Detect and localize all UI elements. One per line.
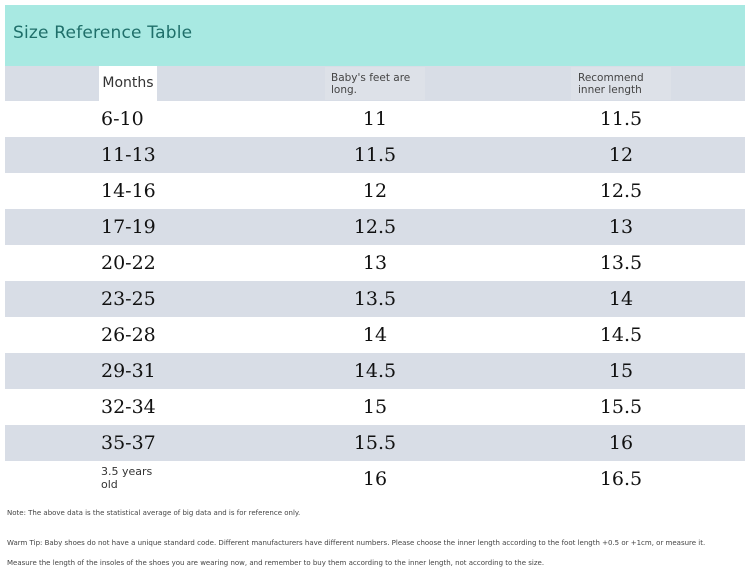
cell-inner-length: 16	[608, 432, 634, 454]
cell-inner-length: 12	[608, 144, 634, 166]
cell-feet-length: 12	[362, 180, 388, 202]
table-row	[5, 209, 745, 245]
cell-months: 6-10	[101, 108, 144, 130]
cell-months: 29-31	[101, 360, 156, 382]
cell-inner-length: 14	[608, 288, 634, 310]
measure-text: Measure the length of the insoles of the shoes you are wearing now, and remember to buy them according to the inner length, not according to the size.	[7, 559, 545, 567]
cell-months-line1: 3.5 years	[101, 465, 153, 478]
cell-inner-length: 12.5	[599, 180, 643, 202]
header-inner-line1: Recommend	[578, 72, 644, 84]
header-row	[5, 66, 745, 101]
cell-inner-length: 11.5	[599, 108, 643, 130]
header-inner-line2: inner length	[578, 84, 642, 96]
header-feet-length	[325, 67, 425, 100]
cell-months: 17-19	[101, 216, 156, 238]
title-bar	[5, 5, 745, 66]
table-row	[5, 353, 745, 389]
cell-months: 20-22	[101, 252, 156, 274]
cell-feet-length: 15	[362, 396, 388, 418]
header-feet-line2: long.	[331, 84, 357, 96]
cell-inner-length: 14.5	[599, 324, 643, 346]
cell-feet-length: 16	[362, 468, 388, 490]
table-row	[5, 245, 745, 281]
table-title: Size Reference Table	[13, 23, 193, 43]
cell-feet-length: 11.5	[353, 144, 397, 166]
table-row	[5, 461, 745, 497]
cell-feet-length: 13.5	[353, 288, 397, 310]
header-feet-line1: Baby's feet are	[331, 72, 411, 84]
table-row	[5, 173, 745, 209]
note-text: Note: The above data is the statistical average of big data and is for reference only.	[7, 509, 301, 517]
table-row	[5, 425, 745, 461]
cell-feet-length: 13	[362, 252, 388, 274]
table-row	[5, 389, 745, 425]
table-row	[5, 137, 745, 173]
cell-feet-length: 15.5	[353, 432, 397, 454]
cell-feet-length: 14.5	[353, 360, 397, 382]
cell-feet-length: 14	[362, 324, 388, 346]
cell-months: 14-16	[101, 180, 156, 202]
cell-inner-length: 15.5	[599, 396, 643, 418]
cell-feet-length: 12.5	[353, 216, 397, 238]
cell-inner-length: 13	[608, 216, 634, 238]
table-row	[5, 101, 745, 137]
header-months: Months	[99, 66, 157, 101]
cell-months: 11-13	[101, 144, 156, 166]
cell-months: 26-28	[101, 324, 156, 346]
cell-months-line2: old	[101, 478, 118, 491]
cell-feet-length: 11	[362, 108, 388, 130]
warm-tip-text: Warm Tip: Baby shoes do not have a unique standard code. Different manufacturers have different numbers. Please choose the inner length according to the foot length +0.5 or +1cm, or measure it.	[7, 539, 706, 547]
cell-inner-length: 13.5	[599, 252, 643, 274]
table-row	[5, 281, 745, 317]
cell-months	[101, 465, 171, 491]
cell-months: 32-34	[101, 396, 156, 418]
header-inner-length	[571, 67, 671, 100]
cell-inner-length: 15	[608, 360, 634, 382]
cell-months: 35-37	[101, 432, 156, 454]
size-table	[5, 5, 745, 505]
table-row	[5, 317, 745, 353]
cell-inner-length: 16.5	[599, 468, 643, 490]
cell-months: 23-25	[101, 288, 156, 310]
